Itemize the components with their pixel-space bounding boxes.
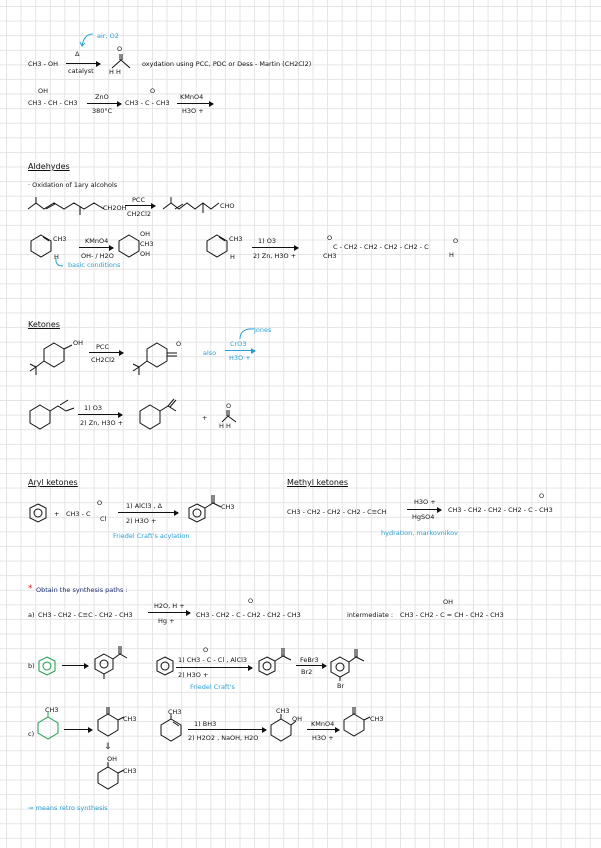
pcc-label: PCC: [96, 343, 109, 351]
aldehydes-heading: Aldehydes: [28, 162, 70, 171]
chain-formula: C - CH2 - CH2 - CH2 - CH2 - C: [333, 243, 429, 251]
chain-o2: O: [453, 237, 459, 245]
methyl-ketones-heading: Methyl ketones: [287, 478, 348, 487]
air-curved-arrow-icon: [78, 30, 98, 50]
o3-step: 1) O3: [258, 237, 276, 245]
oxidation-step: 2) H2O2 , NaOH, H2O: [188, 734, 259, 742]
aryl-ketones-heading: Aryl ketones: [28, 478, 78, 487]
methylcyclohexene-ring: [160, 716, 182, 742]
ketone-o: O: [176, 340, 182, 348]
part-a-label: a): [28, 611, 35, 619]
reaction-arrow: [62, 665, 88, 666]
reaction-arrow: [176, 667, 252, 668]
markovnikov-note: hydration, markovnikov: [381, 529, 458, 537]
ch2oh-label: CH2OH: [103, 204, 127, 212]
acetyl-o: O: [97, 499, 103, 507]
h-label: H: [230, 253, 235, 261]
methylcyclohexanone-product: [342, 708, 372, 738]
retro-synthesis-note: ⇒ means retro synthesis: [28, 804, 108, 812]
reaction-arrow: [79, 247, 113, 248]
oxane-ketone-structure: [140, 402, 184, 432]
zn-step: 2) Zn, H3O +: [253, 252, 297, 260]
bromoacetophenone-target: [94, 645, 128, 679]
hydration-reagent: H2O, H +: [154, 602, 185, 610]
part-c-label: c): [28, 730, 35, 738]
oh-h2o-label: OH- / H2O: [81, 252, 114, 260]
cho-label: CHO: [220, 202, 235, 210]
isopropanol-oh: OH: [38, 87, 49, 95]
reaction-arrow: [125, 205, 155, 206]
reaction-arrow: [307, 729, 339, 730]
reaction-arrow: [118, 512, 178, 513]
reaction-arrow: [296, 665, 326, 666]
acylchloride-o: O: [203, 646, 209, 654]
hexyne: CH3 - CH2 - CH2 - CH2 - C≡CH: [287, 508, 387, 516]
benzene-ring: [38, 656, 56, 676]
oh-label: OH: [292, 715, 303, 723]
cro3-label: CrO3: [230, 340, 247, 348]
o3-step: 1) O3: [84, 404, 102, 412]
enol-intermediate: CH3 - CH2 - C = CH - CH2 - CH3: [400, 611, 504, 619]
enol-oh: OH: [443, 598, 454, 606]
hexanone: CH3 - CH2 - CH2 - CH2 - C - CH3: [448, 506, 553, 514]
plus-sign: +: [202, 414, 208, 422]
delta-label: Δ: [75, 50, 80, 58]
acylation-step2: 2) H3O +: [178, 671, 209, 679]
acetone-o: O: [150, 87, 156, 95]
star-marker: *: [28, 584, 33, 594]
tbutylcyclohexanol-structure: [30, 340, 78, 382]
oh-label: OH: [140, 250, 151, 258]
ch3-label: CH3: [229, 235, 243, 243]
bh3-step: 1) BH3: [194, 720, 217, 728]
ch3-label: CH3: [276, 707, 290, 715]
chain-h: H: [449, 251, 454, 259]
benzene-ring: [29, 503, 47, 523]
hexanone3-o: O: [248, 597, 254, 605]
hg-reagent: Hg +: [158, 617, 175, 625]
h3o-label: H3O +: [414, 498, 436, 506]
friedel-crafts-note: Friedel Craft's acylation: [113, 532, 190, 540]
alcl3-step: 1) AlCl3 , Δ: [126, 502, 163, 510]
methanol: CH3 - OH: [28, 60, 59, 68]
jones-curved-arrow-icon: [236, 326, 256, 340]
ketones-heading: Ketones: [28, 320, 60, 329]
synthesis-title: Obtain the synthesis paths :: [36, 586, 128, 594]
kmno4-label: KMnO4: [311, 720, 335, 728]
temperature-label: 380°C: [92, 107, 113, 115]
retro-arrow: ⇓: [104, 742, 112, 752]
hgso4-label: HgSO4: [412, 513, 435, 521]
oh-label: OH: [73, 339, 84, 347]
hexanone-o: O: [539, 492, 545, 500]
friedel-crafts-note: Friedel Craft's: [190, 683, 235, 691]
formaldehyde-o: O: [117, 45, 123, 53]
reaction-arrow: [148, 612, 190, 613]
intermediate-label: intermediate :: [347, 611, 394, 619]
ch2cl2-label: CH2Cl2: [127, 210, 152, 218]
oxane-alkene-structure: [30, 402, 74, 432]
br-label: Br: [337, 682, 345, 690]
oh-label: OH: [140, 230, 151, 238]
acetone: CH3 - C - CH3: [125, 99, 170, 107]
reaction-arrow: [64, 729, 92, 730]
reaction-arrow: [188, 729, 266, 730]
aldehydes-bullet: · Oxidation of 1ary alcohols: [28, 181, 118, 189]
part-b-label: b): [28, 662, 35, 670]
acetophenone-structure: [188, 497, 222, 523]
bromoacetophenone-product: [330, 648, 366, 682]
acylation-step1: 1) CH3 - C - Cl , AlCl3: [178, 656, 248, 664]
methylcyclohexane-ring: [37, 714, 59, 740]
reaction-arrow: [87, 103, 121, 104]
ch3-label: CH3: [53, 235, 67, 243]
reaction-arrow: [89, 352, 123, 353]
ch3-label: CH3: [123, 715, 137, 723]
br2-label: Br2: [301, 668, 313, 676]
reaction-arrow: [225, 350, 255, 351]
chain-ch3: CH3: [323, 252, 337, 260]
ch3-label: CH3: [168, 708, 182, 716]
formaldehyde-o: O: [226, 402, 232, 410]
methylcyclohexene-ring: [30, 234, 52, 258]
ch3-label: CH3: [140, 240, 154, 248]
h3o-step: 2) H3O +: [126, 517, 157, 525]
acetophenone-structure: [258, 650, 292, 676]
kmno4-label: KMnO4: [180, 93, 204, 101]
reaction-arrow: [407, 509, 441, 510]
isopropanol: CH3 - CH - CH3: [28, 99, 78, 107]
febr3-label: FeBr3: [300, 656, 319, 664]
h3o-label: H3O +: [312, 734, 334, 742]
basic-conditions-note: basic conditions: [68, 261, 121, 269]
h3o-label: H3O +: [229, 354, 251, 362]
pcc-label: PCC: [132, 196, 145, 204]
reaction-arrow: [66, 63, 100, 64]
zno-label: ZnO: [95, 93, 109, 101]
formaldehyde-h: H H: [219, 422, 231, 430]
kmno4-label: KMnO4: [85, 237, 109, 245]
reaction-arrow: [252, 247, 298, 248]
methylcyclohexanol-retro: [96, 763, 126, 793]
reaction-arrow: [78, 414, 122, 415]
jones-label: Jones: [254, 326, 272, 334]
methylcyclohexene-ring: [206, 234, 228, 258]
h-label: H: [54, 253, 59, 261]
chain-o: O: [327, 234, 333, 242]
oh-label: OH: [107, 755, 118, 763]
acetyl-cl: Cl: [100, 515, 107, 523]
ch3-label: CH3: [221, 503, 235, 511]
also-note: also: [203, 349, 217, 357]
catalyst-label: catalyst: [68, 67, 94, 75]
basic-conditions-hook-icon: [54, 258, 66, 270]
reagent-air: air, O2: [97, 32, 119, 40]
ch2cl2-label: CH2Cl2: [91, 356, 116, 364]
reaction-arrow: [177, 103, 213, 104]
oxidation-note: oxydation using PCC, PDC or Dess - Martin (CH2Cl2): [142, 60, 312, 68]
diol-ring: [118, 234, 140, 258]
hexanone3: CH3 - CH2 - C - CH2 - CH2 - CH3: [196, 611, 301, 619]
zn-step: 2) Zn, H3O +: [80, 419, 124, 427]
acetyl-chloride: CH3 - C: [66, 510, 91, 518]
hexyne-internal: CH3 - CH2 - C≡C - CH2 - CH3: [38, 611, 133, 619]
plus-sign: +: [54, 510, 60, 518]
ch3-label: CH3: [370, 715, 384, 723]
ch3-label: CH3: [123, 767, 137, 775]
h3o-label: H3O +: [182, 107, 204, 115]
formaldehyde-h: H H: [109, 68, 121, 76]
ch3-label: CH3: [45, 706, 59, 714]
methylcyclohexanone-target: [96, 708, 126, 738]
benzene-ring: [156, 656, 174, 676]
